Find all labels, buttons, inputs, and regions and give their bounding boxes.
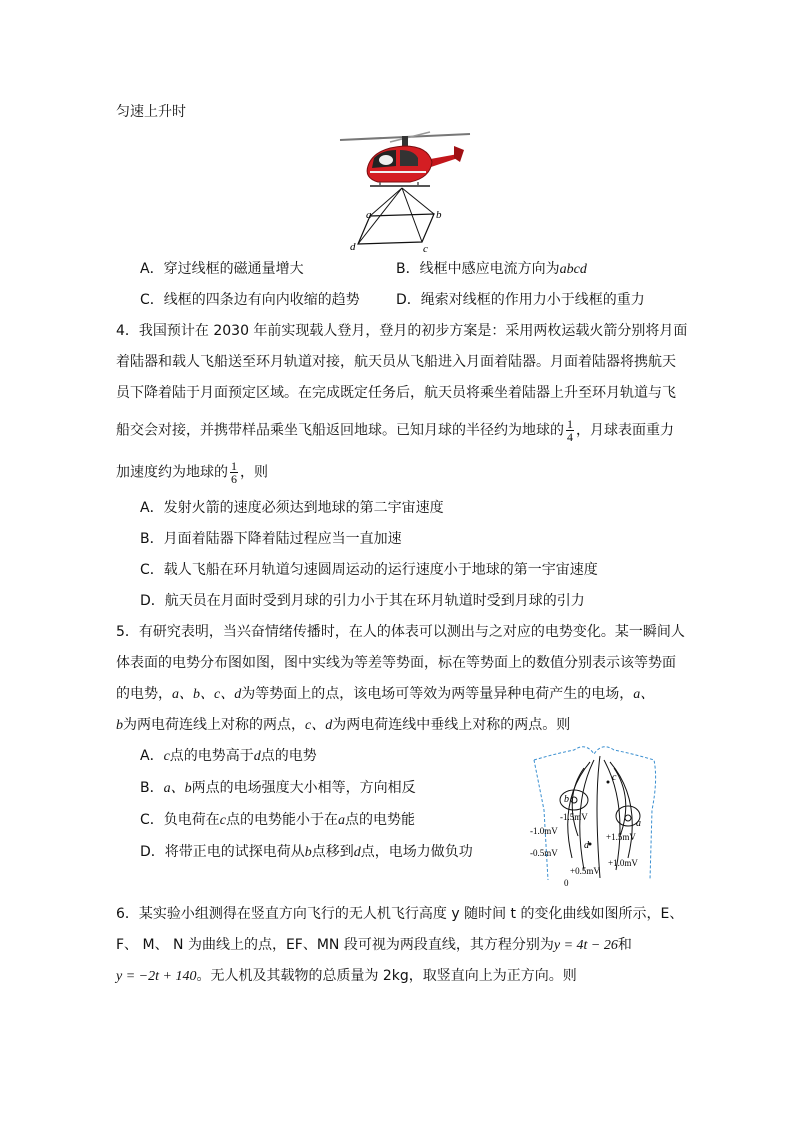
q5-option-d: D．将带正电的试探电荷从b点移到d点，电场力做负功 (140, 844, 473, 860)
q4-option-d: D．航天员在月面时受到月球的引力小于其在环月轨道时受到月球的引力 (140, 593, 585, 609)
label-pos-1-5: +1.5mV (606, 832, 636, 842)
label-d: d (350, 241, 356, 253)
label-neg-1-0: -1.0mV (530, 826, 558, 836)
equation-mn: y = −2t + 140 (116, 969, 197, 984)
q4-option-a: A．发射火箭的速度必须达到地球的第二宇宙速度 (140, 500, 444, 516)
q4-option-b: B．月面着陆器下降着陆过程应当一直加速 (140, 531, 402, 547)
q3-option-d: D．绳索对线框的作用力小于线框的重力 (396, 292, 645, 308)
fraction-one-quarter: $\frac{1}{4}$ (567, 417, 573, 444)
q4-line-3: 员下降着陆于月面预定区域。在完成既定任务后，航天员将乘坐着陆器上升至环月轨道与飞 (116, 385, 676, 401)
q4-line-1: 4．我国预计在 2030 年前实现载人登月，登月的初步方案是：采用两枚运载火箭分别将月面 (116, 323, 688, 339)
q4-line-4: 船交会对接，并携带样品乘坐飞船返回地球。已知月球的半径约为地球的 $\frac{1}{4}$ ，月球表面重力 (116, 417, 674, 444)
equation-ef: y = 4t − 26 (553, 938, 618, 953)
q3-tail-text: 匀速上升时 (116, 104, 186, 120)
label-pos-0-5: +0.5mV (570, 866, 600, 876)
label-neg-1-5: -1.5mV (560, 812, 588, 822)
label-a: a (366, 209, 372, 221)
label-pos-1-0: +1.0mV (608, 858, 638, 868)
fraction-one-sixth: $\frac{1}{6}$ (231, 459, 237, 486)
label-c: c (423, 243, 428, 255)
label-zero: 0 (564, 878, 569, 888)
q4-line-2: 着陆器和载人飞船送至环月轨道对接，航天员从飞船进入月面着陆器。月面着陆器将携航天 (116, 354, 676, 370)
q6-line-3: y = −2t + 140。无人机及其载物的总质量为 2kg，取竖直向上为正方向。则 (116, 968, 577, 984)
point-a-label: a (636, 818, 641, 829)
q5-option-b: B．a、b两点的电场强度大小相等，方向相反 (140, 780, 416, 796)
point-c-label: c (612, 772, 617, 783)
q6-line-1: 6．某实验小组测得在竖直方向飞行的无人机飞行高度 y 随时间 t 的变化曲线如图所示，E、 (116, 906, 684, 922)
equipotential-zero (597, 756, 600, 878)
q3-option-a: A．穿过线框的磁通量增大 (140, 261, 304, 277)
q5-line-2: 体表面的电势分布图如图，图中实线为等差等势面，标在等势面上的数值分别表示该等势面 (116, 655, 676, 671)
label-b: b (436, 209, 442, 221)
q5-line-1: 5．有研究表明，当兴奋情绪传播时，在人的体表可以测出与之对应的电势变化。某一瞬间人 (116, 624, 685, 640)
point-d-label: d (584, 840, 589, 851)
q4-line-5: 加速度约为地球的 $\frac{1}{6}$ ，则 (116, 459, 268, 486)
q6-line-2: F、 M、 N 为曲线上的点，EF、MN 段可视为两段直线，其方程分别为y = 4t − 26和 (116, 937, 632, 953)
label-neg-0-5: -0.5mV (530, 848, 558, 858)
q3-option-c: C．线框的四条边有向内收缩的趋势 (140, 292, 360, 308)
q3-option-b: B．线框中感应电流方向为abcd (396, 261, 587, 277)
q5-option-c: C．负电荷在c点的电势能小于在a点的电势能 (140, 812, 415, 828)
q5-line-4: b为两电荷连线上对称的两点，c、d为两电荷连线中垂线上对称的两点。则 (116, 717, 571, 733)
q5-option-a: A．c点的电势高于d点的电势 (140, 748, 317, 764)
point-b-label: b (564, 794, 569, 805)
q4-option-c: C．载人飞船在环月轨道匀速圆周运动的运行速度小于地球的第一宇宙速度 (140, 562, 598, 578)
q5-line-3: 的电势，a、b、c、d为等势面上的点，该电场可等效为两等量异种电荷产生的电场，a、 (116, 686, 655, 702)
helicopter-figure (330, 128, 480, 258)
equipotential-figure (524, 740, 674, 890)
